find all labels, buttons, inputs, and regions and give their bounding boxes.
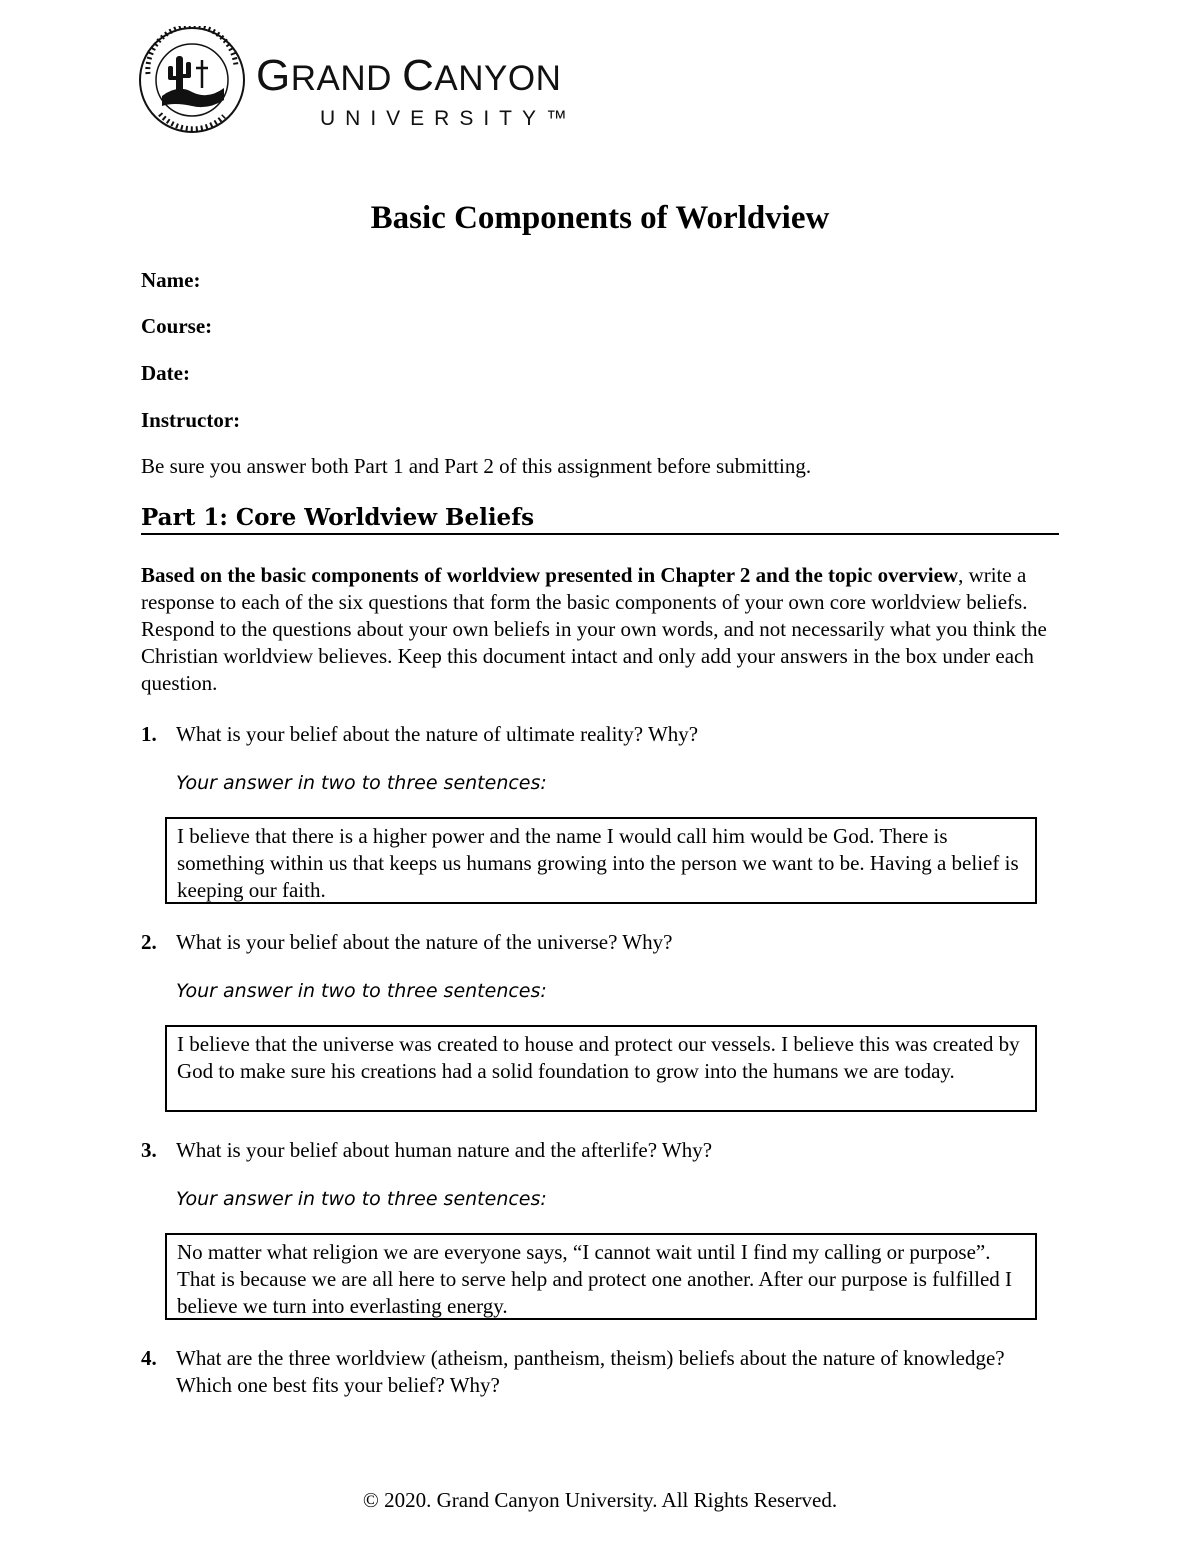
- course-field-label: Course:: [141, 314, 213, 338]
- university-logo: [138, 26, 638, 136]
- answer-box-1[interactable]: I believe that there is a higher power and the name I would call him would be God. There is something within us that keeps us humans growing into the person we want to be. Having a belief is keeping our faith.: [165, 817, 1037, 904]
- instructor-field-label: Instructor:: [141, 408, 241, 432]
- university-seal-icon: [138, 26, 246, 134]
- answer-hint: Your answer in two to three sentences:: [176, 980, 547, 1002]
- question-text: What is your belief about the nature of ultimate reality? Why?: [176, 722, 699, 746]
- logo-wordmark-line2: UNIVERSITY™: [320, 107, 578, 130]
- question-text: What is your belief about the nature of the universe? Why?: [176, 930, 673, 954]
- question-text: What are the three worldview (atheism, pantheism, theism) beliefs about the nature of knowledge? Which one best fits your belief? Why?: [176, 1346, 1005, 1397]
- answer-hint: Your answer in two to three sentences:: [176, 1188, 547, 1210]
- question-number: 3.: [141, 1138, 157, 1162]
- answer-hint: Your answer in two to three sentences:: [176, 772, 547, 794]
- page-title: Basic Components of Worldview: [370, 200, 830, 236]
- question-number: 1.: [141, 722, 157, 746]
- question-number: 2.: [141, 930, 157, 954]
- instructions-text: Be sure you answer both Part 1 and Part 2 of this assignment before submitting.: [141, 454, 812, 478]
- part1-intro-bold: Based on the basic components of worldview presented in Chapter 2 and the topic overview: [141, 563, 959, 587]
- part1-intro: [141, 562, 1061, 697]
- part1-heading: Part 1: Core Worldview Beliefs: [141, 504, 1059, 535]
- date-field-label: Date:: [141, 361, 190, 385]
- part1-intro-rest: , write a response to each of the six questions that form the basic components of your own core worldview beliefs. Respond to the questions about your own beliefs in your own words, and not necessarily what you think the Christian worldview believes. Keep this document intact and only add your answers in the box under each question.: [141, 563, 1047, 695]
- question-number: 4.: [141, 1346, 157, 1370]
- answer-box-2[interactable]: I believe that the universe was created to house and protect our vessels. I believe this was created by God to make sure his creations had a solid foundation to grow into the humans we are today.: [165, 1025, 1037, 1112]
- copyright-footer: © 2020. Grand Canyon University. All Rights Reserved.: [362, 1488, 838, 1512]
- answer-box-3[interactable]: No matter what religion we are everyone says, “I cannot wait until I find my calling or purpose”. That is because we are all here to serve help and protect one another. After our purpose is fulfilled I believe we turn into everlasting energy.: [165, 1233, 1037, 1320]
- logo-wordmark-line1: GRAND CANYON: [256, 51, 562, 100]
- question-text: What is your belief about human nature and the afterlife? Why?: [176, 1138, 713, 1162]
- name-field-label: Name:: [141, 268, 201, 292]
